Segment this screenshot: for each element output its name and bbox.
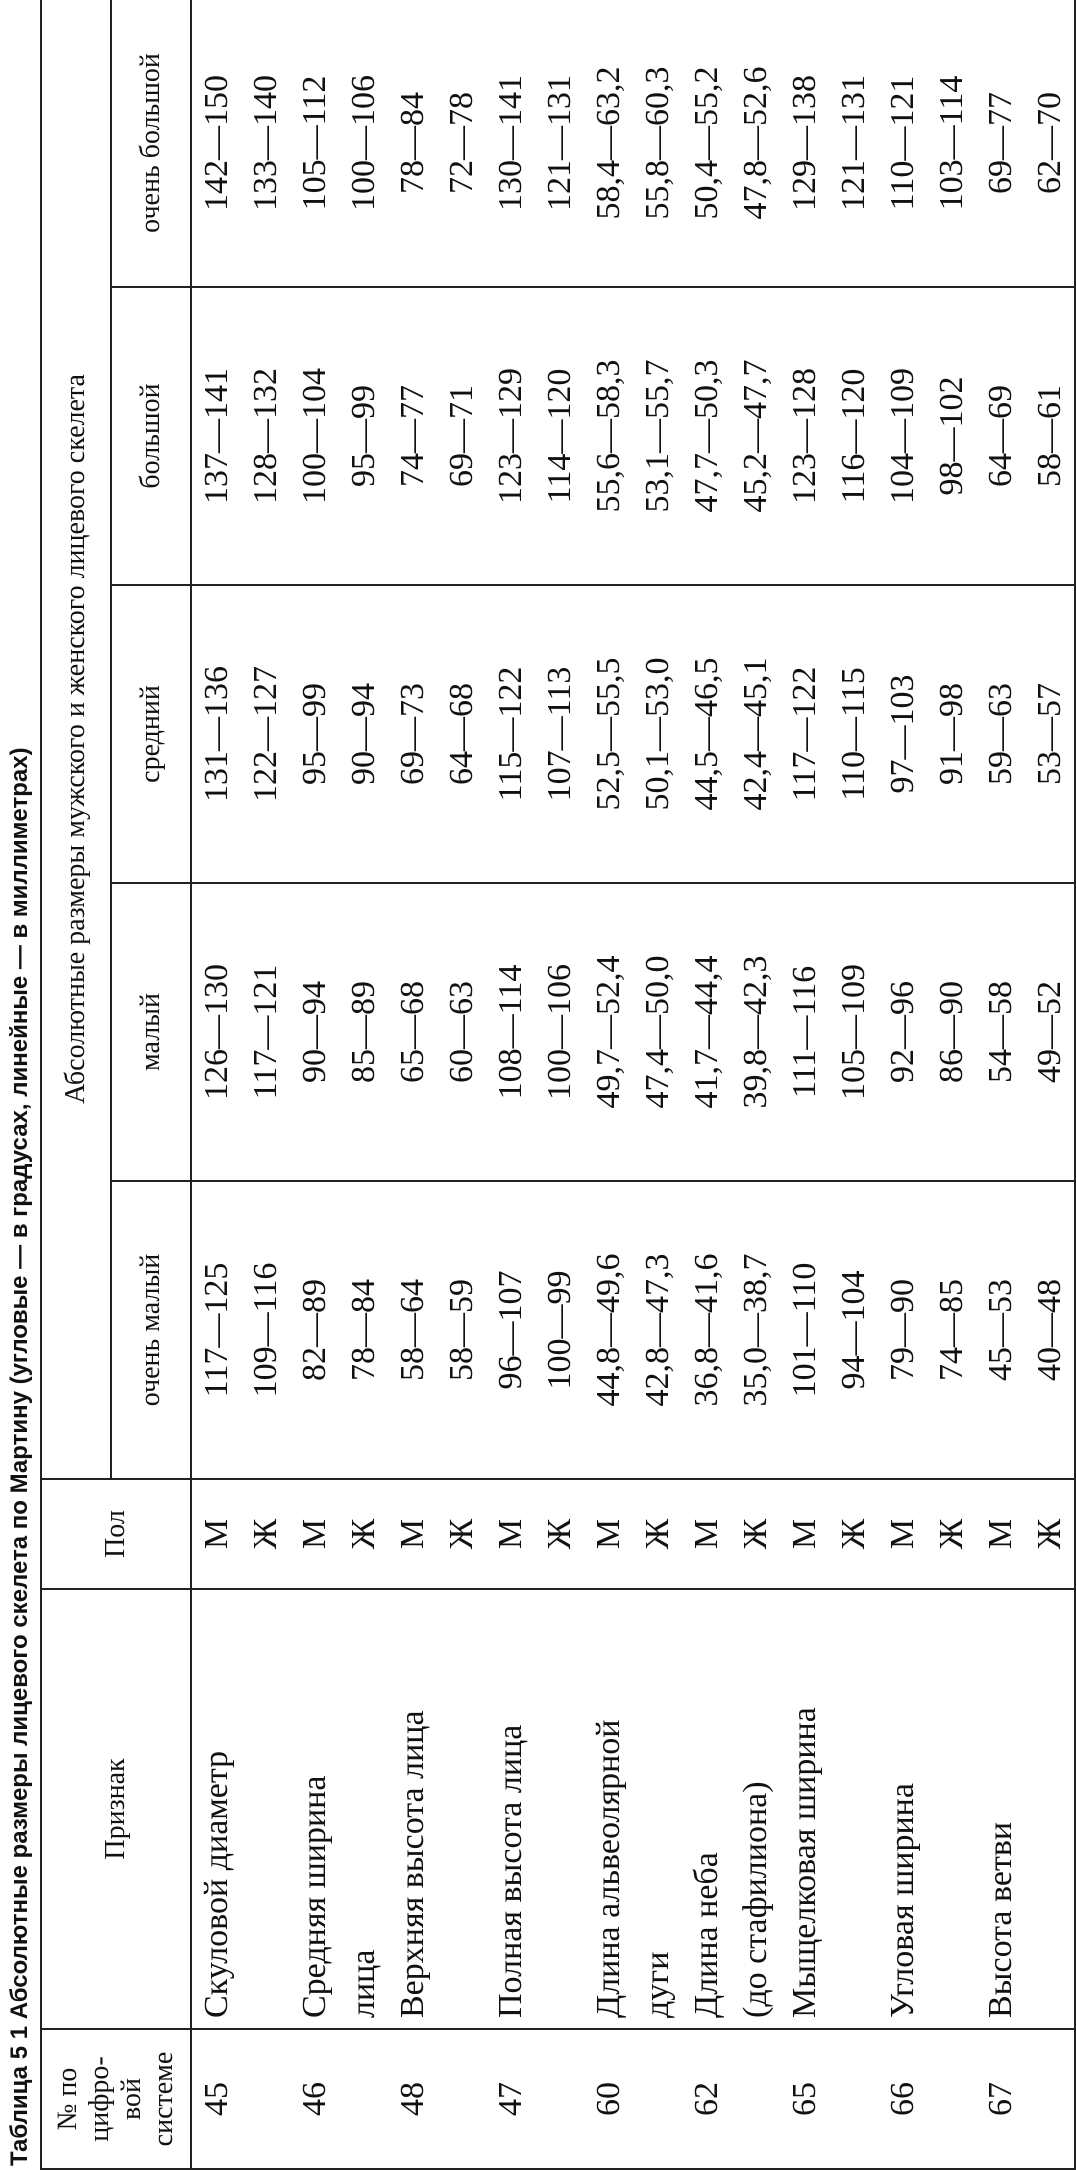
- cell-value: 101—110: [786, 1262, 823, 1398]
- header-feature: Признак: [41, 1589, 191, 2029]
- row-feature: Длина неба: [688, 1852, 725, 2018]
- cell-value: 41,7—44,4: [688, 955, 725, 1109]
- cell-value: 54—58: [982, 981, 1019, 1083]
- cell-value: 126—130: [198, 964, 235, 1100]
- row-feature: (до стафилиона): [737, 1781, 774, 2018]
- row-sex: М: [198, 1518, 235, 1550]
- cell-value: 64—69: [982, 385, 1019, 487]
- table-caption: Таблица 5 1 Абсолютные размеры лицевого скелета по Мартину (угловые — в градусах, линейные — в миллиметрах): [6, 747, 33, 2166]
- cell-value: 65—68: [394, 981, 431, 1083]
- column-feature: [191, 1589, 1075, 2029]
- header-group: Абсолютные размеры мужского и женского лицевого скелета: [41, 0, 111, 1479]
- cell-value: 47,7—50,3: [688, 359, 725, 513]
- cell-value: 59—63: [982, 683, 1019, 785]
- row-number: 46: [296, 2082, 333, 2116]
- column-very-small: [191, 1181, 1075, 1479]
- cell-value: 121—131: [541, 74, 578, 211]
- header-sex: Пол: [41, 1479, 191, 1589]
- column-medium: [191, 585, 1075, 883]
- row-number: [339, 2030, 388, 2168]
- cell-value: 100—106: [345, 74, 382, 211]
- cell-value: 142—150: [198, 74, 235, 211]
- column-number: [191, 2029, 1075, 2169]
- cell-value: 131—136: [198, 666, 235, 802]
- cell-value: 105—109: [835, 964, 872, 1100]
- row-number: 60: [590, 2082, 627, 2116]
- row-sex: М: [296, 1518, 333, 1550]
- row-feature: [1025, 1590, 1074, 2018]
- row-feature: [927, 1590, 976, 2018]
- row-feature: Полная высота лица: [492, 1724, 529, 2018]
- cell-value: 79—90: [884, 1279, 921, 1381]
- row-feature: Длина альвеолярной: [590, 1719, 627, 2018]
- row-number: 66: [884, 2082, 921, 2116]
- row-number: 45: [198, 2082, 235, 2116]
- cell-value: 49,7—52,4: [590, 955, 627, 1109]
- row-feature: Мыщелковая ширина: [786, 1707, 823, 2018]
- cell-value: 96—107: [492, 1270, 529, 1390]
- cell-value: 123—128: [786, 368, 823, 504]
- cell-value: 58,4—63,2: [590, 66, 627, 220]
- row-number: [241, 2030, 290, 2168]
- row-number: [731, 2030, 780, 2168]
- cell-value: 85—89: [345, 981, 382, 1083]
- cell-value: 104—109: [884, 368, 921, 504]
- row-sex: Ж: [247, 1518, 284, 1550]
- row-feature: Скуловой диаметр: [198, 1750, 235, 2018]
- row-sex: М: [590, 1518, 627, 1550]
- cell-value: 45—53: [982, 1279, 1019, 1381]
- cell-value: 53—57: [1031, 683, 1068, 785]
- column-large: [191, 287, 1075, 585]
- cell-value: 58—59: [443, 1279, 480, 1381]
- cell-value: 116—120: [835, 368, 872, 504]
- row-number: [437, 2030, 486, 2168]
- cell-value: 53,1—55,7: [639, 359, 676, 513]
- cell-value: 69—77: [982, 91, 1019, 194]
- cell-value: 92—96: [884, 981, 921, 1083]
- cell-value: 100—99: [541, 1270, 578, 1390]
- cell-value: 95—99: [296, 683, 333, 785]
- cell-value: 109—116: [247, 1262, 284, 1398]
- cell-value: 95—99: [345, 385, 382, 487]
- cell-value: 69—71: [443, 385, 480, 487]
- column-sex: [191, 1479, 1075, 1589]
- cell-value: 52,5—55,5: [590, 657, 627, 811]
- cell-value: 45,2—47,7: [737, 359, 774, 513]
- cell-value: 94—104: [835, 1270, 872, 1390]
- row-sex: М: [688, 1518, 725, 1550]
- row-sex: Ж: [541, 1518, 578, 1550]
- cell-value: 36,8—41,6: [688, 1253, 725, 1407]
- face-skeleton-table: [40, 0, 1076, 2170]
- cell-value: 47,4—50,0: [639, 955, 676, 1109]
- cell-value: 117—122: [786, 666, 823, 802]
- cell-value: 105—112: [296, 75, 333, 211]
- header-size-small: малый: [111, 883, 191, 1181]
- cell-value: 117—125: [198, 1262, 235, 1398]
- cell-value: 55,8—60,3: [639, 66, 676, 220]
- row-sex: М: [982, 1518, 1019, 1550]
- column-very-large: [191, 0, 1075, 287]
- cell-value: 98—102: [933, 376, 970, 496]
- row-number: [829, 2030, 878, 2168]
- row-feature: Верхняя высота лица: [394, 1710, 431, 2018]
- cell-value: 91—98: [933, 683, 970, 785]
- cell-value: 121—131: [835, 74, 872, 211]
- cell-value: 42,8—47,3: [639, 1253, 676, 1407]
- cell-value: 62—70: [1031, 91, 1068, 194]
- cell-value: 100—106: [541, 964, 578, 1100]
- cell-value: 50,4—55,2: [688, 66, 725, 220]
- cell-value: 86—90: [933, 981, 970, 1083]
- row-number: 48: [394, 2082, 431, 2116]
- cell-value: 114—120: [541, 368, 578, 504]
- row-sex: Ж: [737, 1518, 774, 1550]
- cell-value: 78—84: [345, 1279, 382, 1381]
- cell-value: 90—94: [296, 981, 333, 1083]
- cell-value: 35,0—38,7: [737, 1253, 774, 1407]
- cell-value: 44,8—49,6: [590, 1253, 627, 1407]
- cell-value: 60—63: [443, 981, 480, 1083]
- cell-value: 90—94: [345, 683, 382, 785]
- cell-value: 129—138: [786, 74, 823, 211]
- row-sex: Ж: [345, 1518, 382, 1550]
- row-number: [1025, 2030, 1074, 2168]
- cell-value: 108—114: [492, 964, 529, 1100]
- row-sex: М: [786, 1518, 823, 1550]
- row-feature: лица: [345, 1949, 382, 2018]
- cell-value: 115—122: [492, 666, 529, 802]
- cell-value: 103—114: [933, 75, 970, 211]
- row-sex: М: [492, 1518, 529, 1550]
- row-number: 62: [688, 2082, 725, 2116]
- cell-value: 64—68: [443, 683, 480, 785]
- column-small: [191, 883, 1075, 1181]
- row-feature: [829, 1590, 878, 2018]
- cell-value: 128—132: [247, 368, 284, 504]
- cell-value: 74—85: [933, 1279, 970, 1381]
- cell-value: 110—115: [835, 667, 872, 801]
- row-number: [535, 2030, 584, 2168]
- cell-value: 74—77: [394, 385, 431, 487]
- cell-value: 107—113: [541, 666, 578, 802]
- cell-value: 69—73: [394, 683, 431, 785]
- cell-value: 100—104: [296, 368, 333, 504]
- row-number: [633, 2030, 682, 2168]
- cell-value: 40—48: [1031, 1279, 1068, 1381]
- cell-value: 122—127: [247, 666, 284, 802]
- row-sex: М: [394, 1518, 431, 1550]
- row-number: 47: [492, 2082, 529, 2116]
- cell-value: 47,8—52,6: [737, 66, 774, 220]
- cell-value: 82—89: [296, 1279, 333, 1381]
- header-size-very-large: очень большой: [111, 0, 191, 287]
- row-sex: Ж: [443, 1518, 480, 1550]
- cell-value: 55,6—58,3: [590, 359, 627, 513]
- cell-value: 130—141: [492, 74, 529, 211]
- cell-value: 117—121: [247, 964, 284, 1100]
- cell-value: 133—140: [247, 74, 284, 211]
- row-feature: [437, 1590, 486, 2018]
- row-feature: дуги: [639, 1951, 676, 2018]
- row-feature: Высота ветви: [982, 1821, 1019, 2018]
- header-size-large: большой: [111, 287, 191, 585]
- row-sex: Ж: [639, 1518, 676, 1550]
- cell-value: 123—129: [492, 368, 529, 504]
- header-number: № по цифро- вой системе: [41, 2029, 191, 2169]
- header-size-very-small: очень малый: [111, 1181, 191, 1479]
- cell-value: 58—64: [394, 1279, 431, 1381]
- cell-value: 49—52: [1031, 981, 1068, 1083]
- cell-value: 78—84: [394, 91, 431, 194]
- row-sex: М: [884, 1518, 921, 1550]
- row-number: 67: [982, 2082, 1019, 2116]
- cell-value: 111—116: [786, 965, 823, 1099]
- cell-value: 44,5—46,5: [688, 657, 725, 811]
- table-body: [191, 0, 1075, 2169]
- row-number: [927, 2030, 976, 2168]
- row-feature: [535, 1590, 584, 2018]
- header-size-medium: средний: [111, 585, 191, 883]
- cell-value: 97—103: [884, 674, 921, 794]
- row-number: 65: [786, 2082, 823, 2116]
- row-sex: Ж: [1031, 1518, 1068, 1550]
- cell-value: 58—61: [1031, 385, 1068, 487]
- cell-value: 39,8—42,3: [737, 955, 774, 1109]
- cell-value: 110—121: [884, 75, 921, 211]
- row-sex: Ж: [933, 1518, 970, 1550]
- cell-value: 72—78: [443, 91, 480, 194]
- cell-value: 42,4—45,1: [737, 657, 774, 811]
- cell-value: 137—141: [198, 368, 235, 504]
- row-feature: Средняя ширина: [296, 1775, 333, 2018]
- row-sex: Ж: [835, 1518, 872, 1550]
- cell-value: 50,1—53,0: [639, 657, 676, 811]
- row-feature: [241, 1590, 290, 2018]
- row-feature: Угловая ширина: [884, 1783, 921, 2018]
